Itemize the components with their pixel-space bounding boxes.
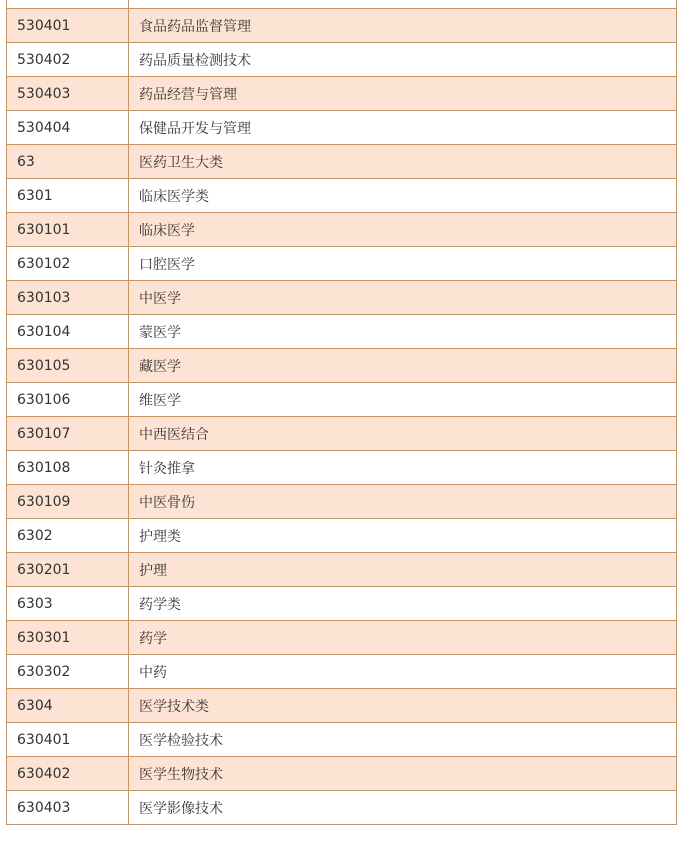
table-row bbox=[7, 553, 677, 587]
major-code-cell: 530401 bbox=[7, 9, 129, 43]
major-name-cell: 药学类 bbox=[129, 587, 677, 621]
table-row bbox=[7, 179, 677, 213]
major-name-cell: 藏医学 bbox=[129, 349, 677, 383]
major-name-cell: 医学检验技术 bbox=[129, 723, 677, 757]
major-code-cell: 6302 bbox=[7, 519, 129, 553]
major-code-cell: 630302 bbox=[7, 655, 129, 689]
major-name-cell bbox=[129, 0, 677, 9]
table-row bbox=[7, 757, 677, 791]
table-row bbox=[7, 315, 677, 349]
table-row bbox=[7, 723, 677, 757]
major-name-cell: 针灸推拿 bbox=[129, 451, 677, 485]
table-row bbox=[7, 451, 677, 485]
major-name-cell: 中药 bbox=[129, 655, 677, 689]
table-row bbox=[7, 77, 677, 111]
major-code-cell: 630103 bbox=[7, 281, 129, 315]
major-name-cell: 护理类 bbox=[129, 519, 677, 553]
table-row bbox=[7, 383, 677, 417]
major-code-cell: 530404 bbox=[7, 111, 129, 145]
major-name-cell: 药品质量检测技术 bbox=[129, 43, 677, 77]
major-name-cell: 医药卫生大类 bbox=[129, 145, 677, 179]
major-name-cell: 中医学 bbox=[129, 281, 677, 315]
major-code-cell: 6301 bbox=[7, 179, 129, 213]
major-code-table bbox=[6, 0, 677, 825]
major-name-cell: 医学影像技术 bbox=[129, 791, 677, 825]
major-code-cell: 630107 bbox=[7, 417, 129, 451]
major-name-cell: 医学技术类 bbox=[129, 689, 677, 723]
table-row bbox=[7, 485, 677, 519]
table-row bbox=[7, 587, 677, 621]
table-row bbox=[7, 111, 677, 145]
major-code-table-wrapper bbox=[6, 0, 676, 825]
major-name-cell: 药学 bbox=[129, 621, 677, 655]
table-row bbox=[7, 9, 677, 43]
table-row bbox=[7, 621, 677, 655]
table-row bbox=[7, 0, 677, 9]
major-name-cell: 蒙医学 bbox=[129, 315, 677, 349]
table-body bbox=[7, 0, 677, 825]
major-code-cell: 63 bbox=[7, 145, 129, 179]
table-row bbox=[7, 247, 677, 281]
major-name-cell: 临床医学类 bbox=[129, 179, 677, 213]
table-row bbox=[7, 213, 677, 247]
major-code-cell: 630105 bbox=[7, 349, 129, 383]
major-code-cell: 630109 bbox=[7, 485, 129, 519]
table-row bbox=[7, 519, 677, 553]
major-name-cell: 中西医结合 bbox=[129, 417, 677, 451]
major-code-cell: 630402 bbox=[7, 757, 129, 791]
major-code-cell: 530403 bbox=[7, 77, 129, 111]
major-code-cell: 630104 bbox=[7, 315, 129, 349]
major-name-cell: 维医学 bbox=[129, 383, 677, 417]
major-code-cell bbox=[7, 0, 129, 9]
major-name-cell: 食品药品监督管理 bbox=[129, 9, 677, 43]
major-code-cell: 6304 bbox=[7, 689, 129, 723]
major-code-cell: 630108 bbox=[7, 451, 129, 485]
major-code-cell: 630403 bbox=[7, 791, 129, 825]
major-name-cell: 临床医学 bbox=[129, 213, 677, 247]
table-row bbox=[7, 689, 677, 723]
major-code-cell: 630301 bbox=[7, 621, 129, 655]
major-code-cell: 530402 bbox=[7, 43, 129, 77]
major-name-cell: 口腔医学 bbox=[129, 247, 677, 281]
major-code-cell: 630102 bbox=[7, 247, 129, 281]
major-name-cell: 药品经营与管理 bbox=[129, 77, 677, 111]
table-row bbox=[7, 791, 677, 825]
table-row bbox=[7, 655, 677, 689]
table-row bbox=[7, 43, 677, 77]
major-name-cell: 护理 bbox=[129, 553, 677, 587]
table-row bbox=[7, 281, 677, 315]
table-row bbox=[7, 349, 677, 383]
major-name-cell: 医学生物技术 bbox=[129, 757, 677, 791]
major-name-cell: 保健品开发与管理 bbox=[129, 111, 677, 145]
major-code-cell: 630201 bbox=[7, 553, 129, 587]
major-code-cell: 6303 bbox=[7, 587, 129, 621]
major-code-cell: 630106 bbox=[7, 383, 129, 417]
table-row bbox=[7, 417, 677, 451]
major-name-cell: 中医骨伤 bbox=[129, 485, 677, 519]
major-code-cell: 630401 bbox=[7, 723, 129, 757]
table-row bbox=[7, 145, 677, 179]
major-code-cell: 630101 bbox=[7, 213, 129, 247]
